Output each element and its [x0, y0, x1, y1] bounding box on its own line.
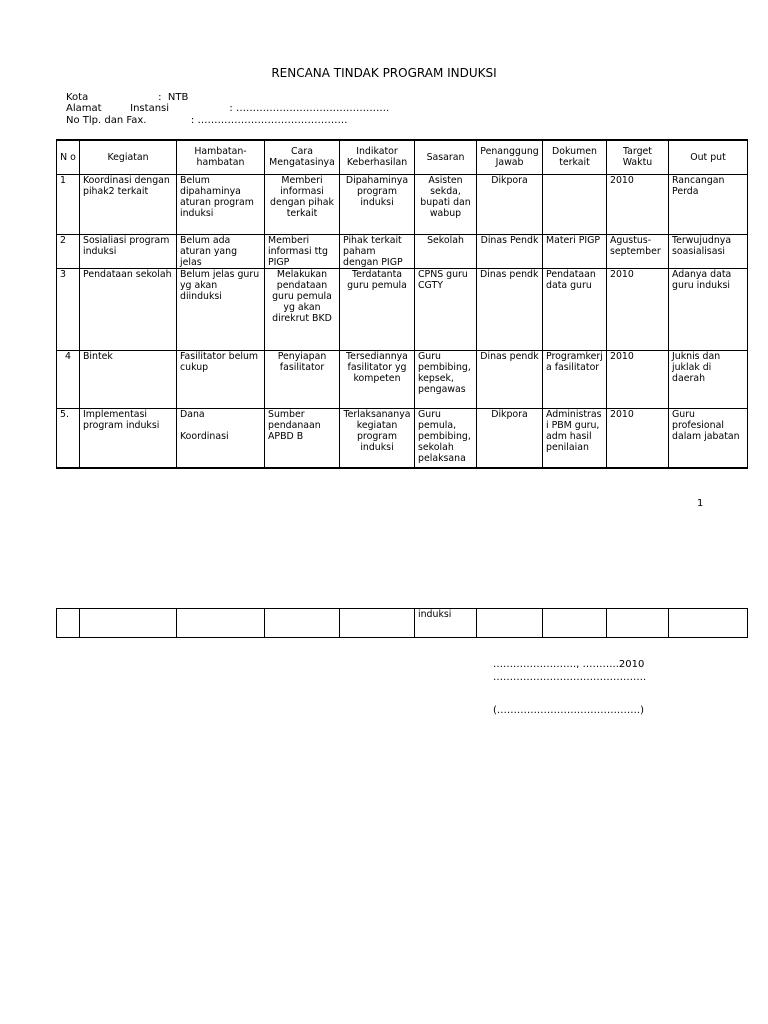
cell-hambatan: Dana Koordinasi [177, 408, 265, 468]
table-header-row [57, 140, 748, 174]
cell-dokumen [543, 174, 607, 234]
header-no: N o [57, 140, 80, 174]
cell-penanggung: Dikpora [477, 408, 543, 468]
header-indikator: Indikator Keberhasilan [340, 140, 415, 174]
cell-penanggung: Dinas pendk [477, 350, 543, 408]
cont-cell [57, 609, 80, 638]
cont-cell [669, 609, 748, 638]
table-row [57, 408, 748, 468]
cell-penanggung: Dinas pendk [477, 268, 543, 350]
cell-cara: Memberi informasi ttg PIGP [265, 234, 340, 268]
cell-hambatan: Belum jelas guru yg akan diinduksi [177, 268, 265, 350]
cell-target: Agustus-september [607, 234, 669, 268]
cell-sasaran: CPNS guru CGTY [415, 268, 477, 350]
header-target: Target Waktu [607, 140, 669, 174]
table-row [57, 234, 748, 268]
cell-no: 4 [57, 350, 80, 408]
page-number: 1 [697, 498, 704, 509]
cell-dokumen: Materi PIGP [543, 234, 607, 268]
cell-no: 2 [57, 234, 80, 268]
cell-kegiatan: Koordinasi dengan pihak2 terkait [80, 174, 177, 234]
cell-dokumen: Administrasi PBM guru, adm hasil penilaian [543, 408, 607, 468]
meta-alamat: Alamat Instansi : ………………………………………. [66, 103, 390, 114]
table-row [57, 174, 748, 234]
header-dokumen: Dokumen terkait [543, 140, 607, 174]
cell-cara: Sumber pendanaan APBD B [265, 408, 340, 468]
cell-output: Terwujudnya soasialisasi [669, 234, 748, 268]
cont-cell [543, 609, 607, 638]
cell-sasaran: Asisten sekda, bupati dan wabup [415, 174, 477, 234]
cont-cell [477, 609, 543, 638]
header-sasaran: Sasaran [415, 140, 477, 174]
cell-sasaran: Guru pembibing, kepsek, pengawas [415, 350, 477, 408]
header-penanggung: Penanggung Jawab [477, 140, 543, 174]
header-output: Out put [669, 140, 748, 174]
cell-output: Guru profesional dalam jabatan [669, 408, 748, 468]
cell-output: Adanya data guru induksi [669, 268, 748, 350]
cell-no: 5. [57, 408, 80, 468]
table-row [57, 268, 748, 350]
signature-place-date: ……………………., ………..2010 [493, 659, 645, 670]
cell-sasaran: Guru pemula, pembibing, sekolah pelaksana [415, 408, 477, 468]
cont-cell-sasaran: induksi [415, 609, 477, 638]
cell-kegiatan: Implementasi program induksi [80, 408, 177, 468]
cell-output: Rancangan Perda [669, 174, 748, 234]
cell-no: 1 [57, 174, 80, 234]
cell-cara: Melakukan pendataan guru pemula yg akan direkrut BKD [265, 268, 340, 350]
cell-cara: Memberi informasi dengan pihak terkait [265, 174, 340, 234]
cell-target: 2010 [607, 350, 669, 408]
header-hambatan: Hambatan-hambatan [177, 140, 265, 174]
cell-kegiatan: Sosialiasi program induksi [80, 234, 177, 268]
cell-indikator: Terdatanta guru pemula [340, 268, 415, 350]
cont-cell [607, 609, 669, 638]
cell-no: 3 [57, 268, 80, 350]
cell-indikator: Terlaksananya kegiatan program induksi [340, 408, 415, 468]
document-title: RENCANA TINDAK PROGRAM INDUKSI [271, 66, 497, 80]
cell-indikator: Tersediannya fasilitator yg kompeten [340, 350, 415, 408]
cont-cell [80, 609, 177, 638]
cell-hambatan: Belum ada aturan yang jelas [177, 234, 265, 268]
cell-output: Juknis dan juklak di daerah [669, 350, 748, 408]
cell-hambatan: Fasilitator belum cukup [177, 350, 265, 408]
plan-table [56, 139, 748, 469]
meta-telp: No Tlp. dan Fax. : ……………………………………… [66, 115, 348, 126]
cell-dokumen: Programkerja fasilitator [543, 350, 607, 408]
cell-target: 2010 [607, 174, 669, 234]
cell-target: 2010 [607, 268, 669, 350]
cell-indikator: Dipahaminya program induksi [340, 174, 415, 234]
cont-cell [265, 609, 340, 638]
cell-sasaran: Sekolah [415, 234, 477, 268]
cell-penanggung: Dinas Pendk [477, 234, 543, 268]
continuation-row [57, 609, 748, 638]
header-kegiatan: Kegiatan [80, 140, 177, 174]
cell-dokumen: Pendataan data guru [543, 268, 607, 350]
continuation-table [56, 608, 748, 638]
cell-indikator: Pihak terkait paham dengan PIGP [340, 234, 415, 268]
cont-cell [177, 609, 265, 638]
header-cara: Cara Mengatasinya [265, 140, 340, 174]
cell-kegiatan: Pendataan sekolah [80, 268, 177, 350]
cell-kegiatan: Bintek [80, 350, 177, 408]
table-row [57, 350, 748, 408]
signature-name: (…………………………………….) [493, 705, 644, 716]
cell-hambatan: Belum dipahaminya aturan program induksi [177, 174, 265, 234]
cont-cell [340, 609, 415, 638]
cell-cara: Penyiapan fasilitator [265, 350, 340, 408]
cell-target: 2010 [607, 408, 669, 468]
signature-line: ………………………………………. [493, 672, 647, 683]
meta-kota: Kota : NTB [66, 92, 189, 103]
cell-penanggung: Dikpora [477, 174, 543, 234]
